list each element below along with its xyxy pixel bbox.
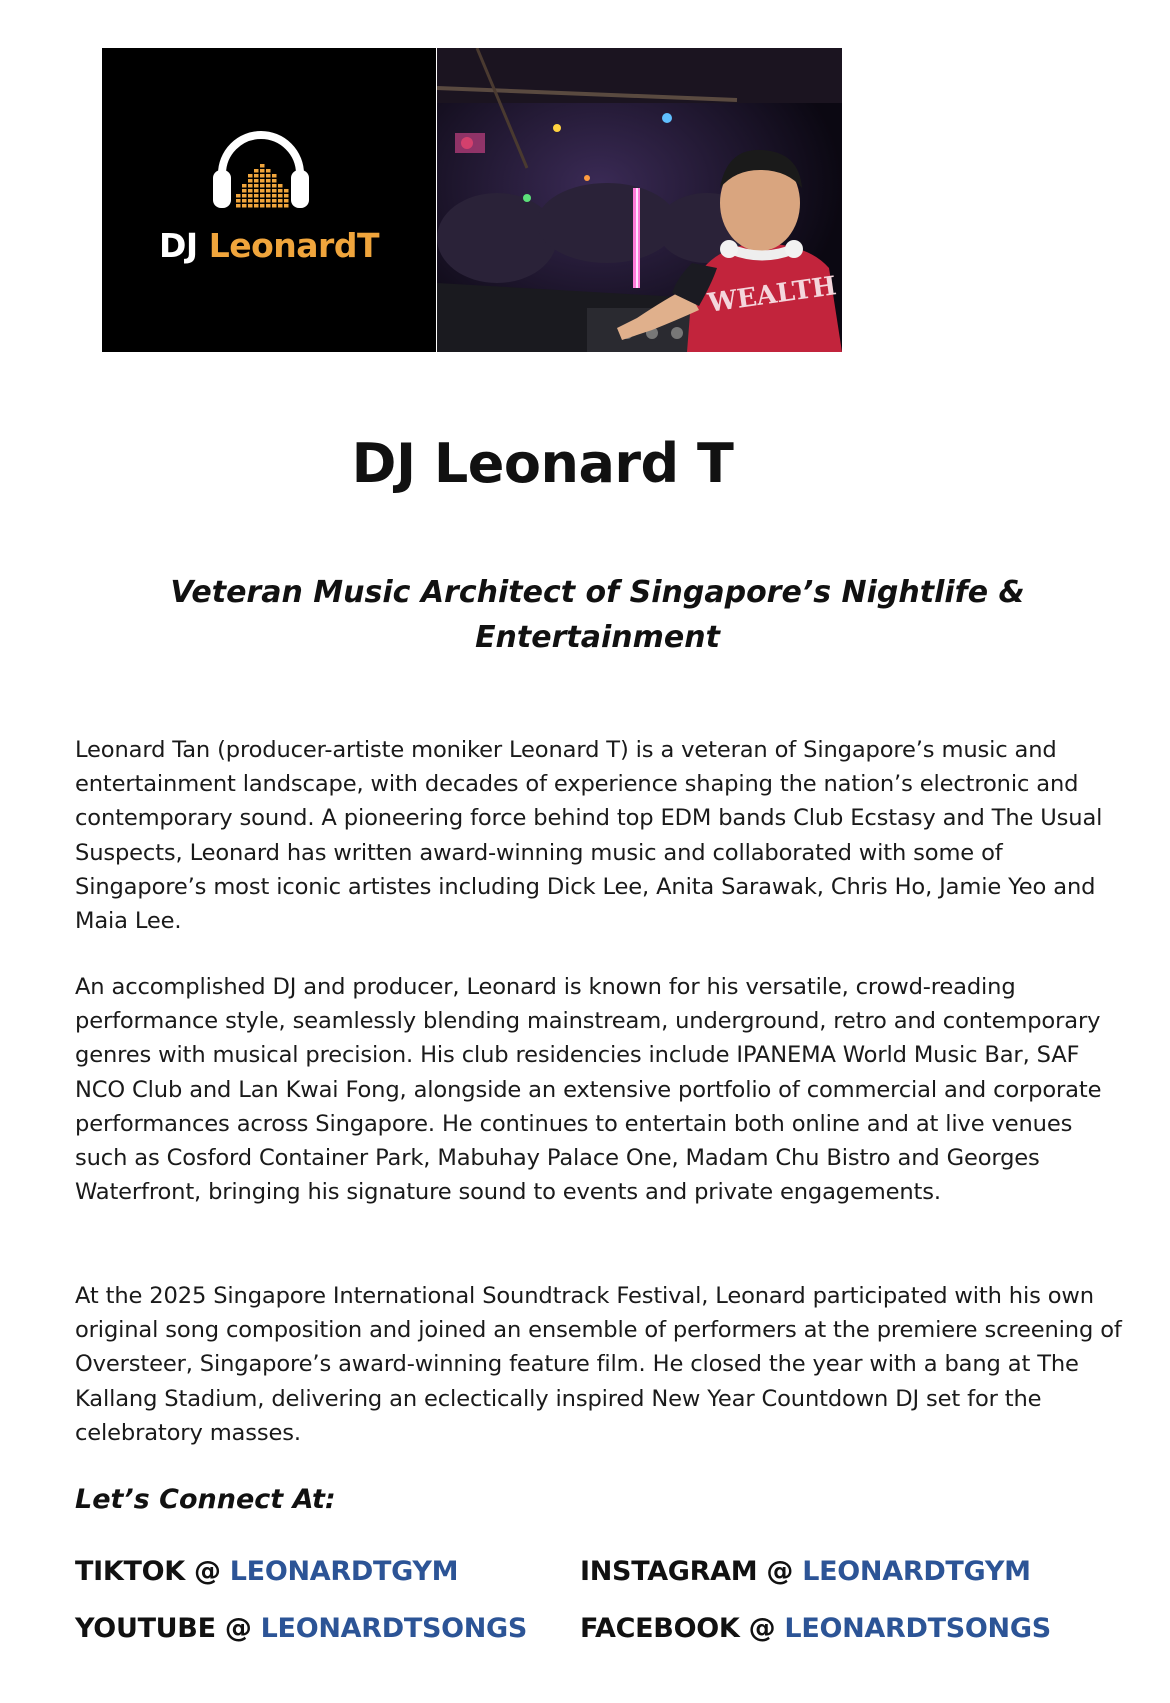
tiktok-handle[interactable]: LEONARDTGYM [229,1556,459,1587]
dj-at-club-photo [437,48,842,352]
tiktok-platform: TIKTOK @ [75,1556,230,1587]
youtube-handle[interactable]: LEONARDTSONGS [260,1613,528,1644]
bio-paragraph-2: An accomplished DJ and producer, Leonard is known for his versatile, crowd-reading performance style, seamlessly blending mainstream, underground, retro and contemporary genres with musical precision. His club residencies include IPANEMA World Music Bar, SAF NCO Club and Lan Kwai Fong, alongside an extensive portfolio of commercial and corporate performances across Singapore. He continues to entertain both online and at live venues such as Cosford Container Park, Mabuhay Palace One, Madam Chu Bistro and Georges Waterfront, bringing his signature sound to events and private engagements. [75,974,1102,1206]
facebook-platform: FACEBOOK @ [580,1613,785,1644]
shirt-text: WEALTH [706,271,839,319]
page-subtitle: Veteran Music Architect of Singapore’s Nightlife & Entertainment [170,575,1025,655]
facebook-handle[interactable]: LEONARDTSONGS [784,1613,1051,1644]
club-photo-illustration [437,48,842,352]
connect-heading: Let’s Connect At: [75,1484,336,1515]
logo-name-text: LeonardT [208,226,379,265]
youtube-platform: YOUTUBE @ [75,1613,261,1644]
instagram-platform: INSTAGRAM @ [580,1556,803,1587]
logo-wordmark [102,226,436,265]
bio-paragraph-3: At the 2025 Singapore International Soundtrack Festival, Leonard participated with his own original song composition and joined an ensemble of performers at the premiere screening of Oversteer, Singapore’s award-winning feature film. He closed the year with a bang at The Kallang Stadium, delivering an eclectically inspired New Year Countdown DJ set for the celebratory masses. [75,1283,1122,1446]
logo-dj-text: DJ [159,226,198,265]
tiktok-link[interactable] [75,1556,458,1587]
dj-logo [102,48,436,352]
facebook-link[interactable] [580,1613,1051,1644]
bio-paragraph-1: Leonard Tan (producer-artiste moniker Leonard T) is a veteran of Singapore’s music and entertainment landscape, with decades of experience shaping the nation’s electronic and contemporary sound. A pioneering force behind top EDM bands Club Ecstasy and The Usual Suspects, Leonard has written award-winning music and collaborated with some of Singapore’s most iconic artistes including Dick Lee, Anita Sarawak, Chris Ho, Jamie Yeo and Maia Lee. [75,737,1103,935]
page-title: DJ Leonard T [351,432,734,495]
instagram-link[interactable] [580,1556,1031,1587]
headphones-equalizer-icon [212,118,310,222]
instagram-handle[interactable]: LEONARDTGYM [802,1556,1031,1587]
youtube-link[interactable] [75,1613,527,1644]
